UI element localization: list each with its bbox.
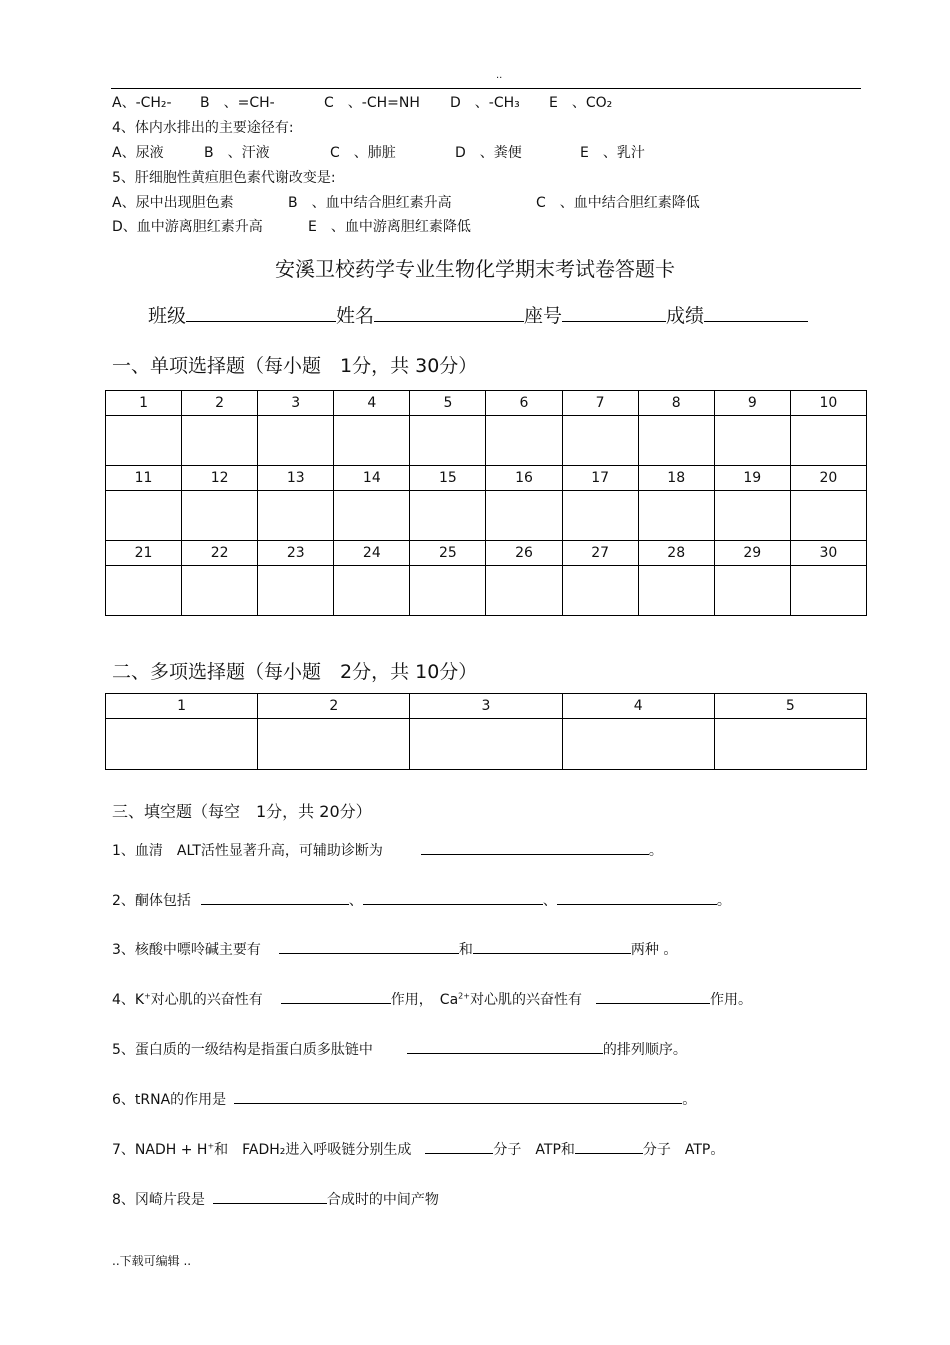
- answer-cell[interactable]: [410, 491, 486, 541]
- answer-cell[interactable]: [562, 491, 638, 541]
- fill-q4-sup1: +: [144, 991, 151, 1001]
- answer-cell[interactable]: [106, 491, 182, 541]
- fill-q1: [112, 838, 663, 860]
- q5-option-e: E 、血中游离胆红素降低: [308, 219, 471, 235]
- answer-cell[interactable]: [562, 719, 714, 770]
- fill-q7-end: 分子 ATP。: [642, 1142, 725, 1158]
- q4-option-b: B 、汗液: [204, 145, 270, 161]
- q4-option-e: E 、乳汁: [580, 145, 645, 161]
- answer-cell[interactable]: [106, 566, 182, 616]
- fill-q7-text: 7、NADH + H: [112, 1142, 208, 1158]
- fill-q7: [112, 1137, 724, 1159]
- answer-cell[interactable]: [334, 566, 410, 616]
- q4-option-a: A、尿液: [112, 145, 164, 161]
- question-number-cell: 9: [714, 391, 790, 416]
- question-number-cell: 1: [106, 694, 258, 719]
- answer-cell[interactable]: [638, 491, 714, 541]
- answer-cell[interactable]: [714, 491, 790, 541]
- question-number-cell: 16: [486, 466, 562, 491]
- fill-q4-c: 对心肌的兴奋性有: [469, 992, 582, 1008]
- fill-q4-sup2: 2+: [458, 991, 470, 1001]
- class-blank[interactable]: [186, 301, 336, 322]
- q5-option-d: D、血中游离胆红素升高: [112, 219, 263, 235]
- fill-q3: [112, 937, 677, 959]
- fill-q6: [112, 1087, 696, 1109]
- answer-cell[interactable]: [562, 566, 638, 616]
- question-number-cell: 30: [790, 541, 866, 566]
- q3-option-a: A、-CH₂-: [112, 95, 172, 111]
- single-choice-number-row: [106, 391, 867, 416]
- single-choice-number-row: [106, 541, 867, 566]
- question-number-cell: 6: [486, 391, 562, 416]
- name-label: 姓名: [336, 305, 375, 327]
- question-number-cell: 25: [410, 541, 486, 566]
- fill-q5: [112, 1037, 687, 1059]
- answer-cell[interactable]: [790, 416, 866, 466]
- fill-q7-blank2[interactable]: [575, 1137, 643, 1154]
- multi-choice-table: [105, 693, 867, 770]
- fill-q3-blank1[interactable]: [279, 937, 459, 954]
- answer-cell[interactable]: [486, 566, 562, 616]
- single-choice-answer-row: [106, 416, 867, 466]
- fill-q7-blank1[interactable]: [425, 1137, 493, 1154]
- answer-cell[interactable]: [638, 566, 714, 616]
- fill-q1-text: 1、血清 ALT活性显著升高，可辅助诊断为: [112, 843, 383, 859]
- answer-cell[interactable]: [714, 719, 866, 770]
- single-choice-table: [105, 390, 867, 616]
- answer-cell[interactable]: [638, 416, 714, 466]
- question-number-cell: 3: [410, 694, 562, 719]
- question-number-cell: 22: [182, 541, 258, 566]
- question-number-cell: 14: [334, 466, 410, 491]
- question-number-cell: 4: [562, 694, 714, 719]
- fill-q4-blank1[interactable]: [281, 987, 391, 1004]
- footer-text: ..下载可编辑 ..: [112, 1254, 192, 1268]
- answer-cell[interactable]: [106, 719, 258, 770]
- answer-cell[interactable]: [334, 416, 410, 466]
- fill-q6-blank[interactable]: [234, 1087, 682, 1104]
- answer-cell[interactable]: [486, 416, 562, 466]
- fill-q2-blank2[interactable]: [363, 888, 543, 905]
- answer-cell[interactable]: [182, 416, 258, 466]
- fill-q7-a: 和 FADH₂进入呼吸链分别生成: [214, 1142, 412, 1158]
- score-blank[interactable]: [704, 301, 808, 322]
- question-number-cell: 11: [106, 466, 182, 491]
- question-number-cell: 21: [106, 541, 182, 566]
- question-number-cell: 26: [486, 541, 562, 566]
- fill-q3-blank2[interactable]: [473, 937, 631, 954]
- q3-option-c: C 、-CH=NH: [324, 95, 420, 111]
- fill-q1-end: 。: [648, 843, 663, 859]
- section2-title: 二、多项选择题（每小题 2分，共 10分）: [112, 661, 478, 683]
- student-info-line: [148, 301, 808, 328]
- question-number-cell: 17: [562, 466, 638, 491]
- class-label: 班级: [148, 305, 187, 327]
- fill-q2-text: 2、酮体包括: [112, 893, 191, 909]
- question-number-cell: 18: [638, 466, 714, 491]
- fill-q4-b: 作用， Ca: [390, 992, 459, 1008]
- fill-q5-end: 的排列顺序。: [602, 1042, 687, 1058]
- q3-option-e: E 、CO₂: [549, 95, 613, 111]
- fill-q5-blank[interactable]: [407, 1037, 603, 1054]
- q4-option-d: D 、粪便: [455, 145, 522, 161]
- question-number-cell: 8: [638, 391, 714, 416]
- question-number-cell: 24: [334, 541, 410, 566]
- question-number-cell: 27: [562, 541, 638, 566]
- question-number-cell: 7: [562, 391, 638, 416]
- fill-q2-blank3[interactable]: [557, 888, 717, 905]
- top-rule: [111, 88, 861, 89]
- fill-q2: [112, 888, 731, 910]
- fill-q4-a: 对心肌的兴奋性有: [150, 992, 263, 1008]
- answer-cell[interactable]: [562, 416, 638, 466]
- fill-q8-blank[interactable]: [213, 1187, 327, 1204]
- answer-cell[interactable]: [258, 566, 334, 616]
- section1-title: 一、单项选择题（每小题 1分，共 30分）: [112, 355, 478, 377]
- question-number-cell: 13: [258, 466, 334, 491]
- answer-cell[interactable]: [258, 491, 334, 541]
- fill-q7-b: 分子 ATP和: [493, 1142, 575, 1158]
- question-number-cell: 5: [410, 391, 486, 416]
- fill-q8: [112, 1187, 439, 1209]
- q3-option-d: D 、-CH₃: [450, 95, 520, 111]
- seat-label: 座号: [524, 305, 563, 327]
- fill-q3-text: 3、核酸中嘌呤碱主要有: [112, 942, 261, 958]
- answer-cell[interactable]: [714, 416, 790, 466]
- answer-cell[interactable]: [334, 491, 410, 541]
- fill-q2-sep1: 、: [348, 893, 363, 909]
- fill-q5-text: 5、蛋白质的一级结构是指蛋白质多肽链中: [112, 1042, 373, 1058]
- answer-cell[interactable]: [258, 719, 410, 770]
- question-number-cell: 29: [714, 541, 790, 566]
- q5-option-a: A、尿中出现胆色素: [112, 195, 234, 211]
- answer-cell[interactable]: [790, 491, 866, 541]
- q4-option-c: C 、肺脏: [330, 145, 396, 161]
- seat-blank[interactable]: [562, 301, 666, 322]
- q3-option-b: B 、=CH-: [200, 95, 275, 111]
- fill-q2-end: 。: [716, 893, 731, 909]
- question-number-cell: 3: [258, 391, 334, 416]
- score-label: 成绩: [666, 305, 705, 327]
- question-number-cell: 4: [334, 391, 410, 416]
- question-number-cell: 2: [258, 694, 410, 719]
- multi-choice-answer-row: [106, 719, 867, 770]
- answer-cell[interactable]: [182, 491, 258, 541]
- answer-cell[interactable]: [410, 566, 486, 616]
- question-number-cell: 15: [410, 466, 486, 491]
- question-number-cell: 28: [638, 541, 714, 566]
- fill-q4-end: 作用。: [709, 992, 752, 1008]
- answer-cell[interactable]: [258, 416, 334, 466]
- fill-q6-end: 。: [682, 1092, 697, 1108]
- answer-cell[interactable]: [106, 416, 182, 466]
- question-number-cell: 20: [790, 466, 866, 491]
- fill-q3-mid: 和: [458, 942, 473, 958]
- q5-option-b: B 、血中结合胆红素升高: [288, 195, 452, 211]
- name-blank[interactable]: [374, 301, 524, 322]
- answer-cell[interactable]: [486, 491, 562, 541]
- fill-q1-blank[interactable]: [421, 838, 649, 855]
- question-number-cell: 5: [714, 694, 866, 719]
- answer-card-title: 安溪卫校药学专业生物化学期末考试卷答题卡: [275, 257, 675, 281]
- question-number-cell: 10: [790, 391, 866, 416]
- answer-cell[interactable]: [182, 566, 258, 616]
- answer-cell[interactable]: [410, 719, 562, 770]
- fill-q2-blank1[interactable]: [201, 888, 349, 905]
- fill-q6-text: 6、tRNA的作用是: [112, 1092, 227, 1108]
- answer-cell[interactable]: [790, 566, 866, 616]
- question-number-cell: 19: [714, 466, 790, 491]
- fill-q2-sep2: 、: [542, 893, 557, 909]
- q5-text: 5、肝细胞性黄疸胆色素代谢改变是:: [112, 170, 336, 186]
- header-dots: ..: [496, 70, 503, 81]
- q5-option-c: C 、血中结合胆红素降低: [536, 195, 700, 211]
- question-number-cell: 1: [106, 391, 182, 416]
- section3-title: 三、填空题（每空 1分，共 20分）: [112, 802, 372, 821]
- fill-q7-sup: +: [207, 1141, 215, 1151]
- fill-q3-end: 两种 。: [630, 942, 678, 958]
- fill-q8-end: 合成时的中间产物: [326, 1192, 439, 1208]
- single-choice-number-row: [106, 466, 867, 491]
- q4-text: 4、体内水排出的主要途径有:: [112, 120, 294, 136]
- fill-q4: [112, 987, 752, 1009]
- single-choice-answer-row: [106, 566, 867, 616]
- question-number-cell: 2: [182, 391, 258, 416]
- question-number-cell: 12: [182, 466, 258, 491]
- answer-cell[interactable]: [714, 566, 790, 616]
- answer-cell[interactable]: [410, 416, 486, 466]
- fill-q4-text: 4、K: [112, 992, 145, 1008]
- fill-q8-text: 8、冈崎片段是: [112, 1192, 205, 1208]
- question-number-cell: 23: [258, 541, 334, 566]
- single-choice-answer-row: [106, 491, 867, 541]
- multi-choice-number-row: [106, 694, 867, 719]
- fill-q4-blank2[interactable]: [596, 987, 710, 1004]
